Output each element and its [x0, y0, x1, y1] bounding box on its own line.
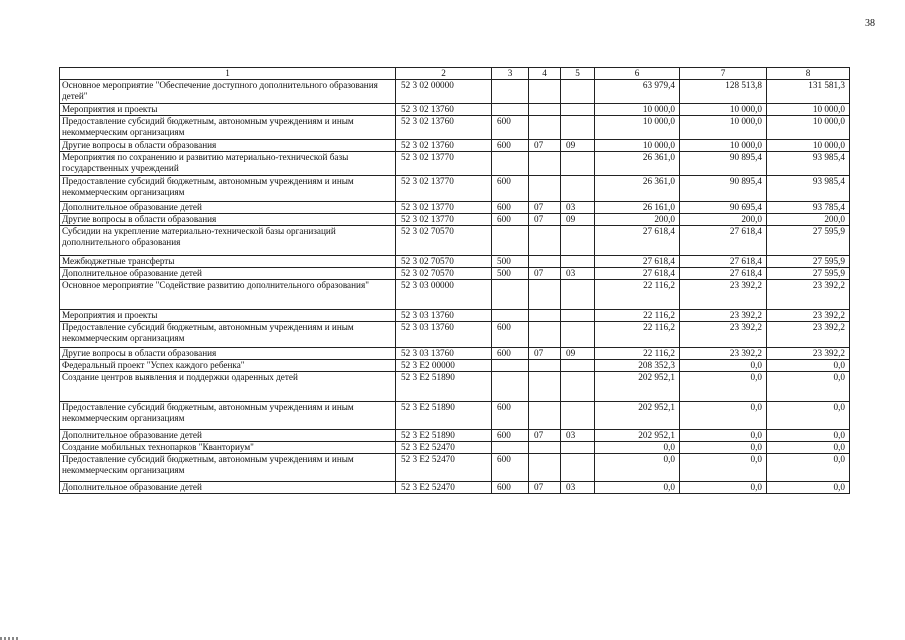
subsection-cell [561, 402, 595, 430]
amount-col7-cell: 23 392,2 [680, 280, 767, 310]
amount-col8-cell: 23 392,2 [767, 348, 850, 360]
header-cell: 8 [767, 68, 850, 80]
target-code-cell: 52 3 E2 52470 [396, 482, 492, 494]
expense-type-cell: 600 [492, 430, 529, 442]
table-row [60, 104, 850, 116]
header-cell: 6 [595, 68, 680, 80]
target-code-cell: 52 3 E2 00000 [396, 360, 492, 372]
target-code-cell: 52 3 E2 52470 [396, 454, 492, 482]
expense-type-cell [492, 280, 529, 310]
amount-col6-cell: 202 952,1 [595, 402, 680, 430]
amount-col7-cell: 0,0 [680, 454, 767, 482]
subsection-cell [561, 176, 595, 202]
expense-type-cell: 600 [492, 402, 529, 430]
amount-col7-cell: 27 618,4 [680, 268, 767, 280]
item-name-cell: Предоставление субсидий бюджетным, автономным учреждениям и иным некоммерческим организациям [60, 454, 396, 482]
amount-col8-cell: 131 581,3 [767, 80, 850, 104]
amount-col8-cell: 93 985,4 [767, 152, 850, 176]
target-code-cell: 52 3 02 70570 [396, 226, 492, 256]
subsection-cell [561, 310, 595, 322]
item-name-cell: Другие вопросы в области образования [60, 140, 396, 152]
section-cell [529, 152, 561, 176]
item-name-cell: Предоставление субсидий бюджетным, автономным учреждениям и иным некоммерческим организациям [60, 402, 396, 430]
table-row [60, 226, 850, 256]
amount-col8-cell: 27 595,9 [767, 268, 850, 280]
amount-col7-cell: 0,0 [680, 372, 767, 402]
table-row [60, 430, 850, 442]
amount-col7-cell: 90 695,4 [680, 202, 767, 214]
table-row [60, 268, 850, 280]
table-row [60, 402, 850, 430]
amount-col7-cell: 90 895,4 [680, 176, 767, 202]
expense-type-cell [492, 80, 529, 104]
subsection-cell [561, 454, 595, 482]
subsection-cell: 03 [561, 430, 595, 442]
budget-table [59, 67, 850, 494]
amount-col8-cell: 93 985,4 [767, 176, 850, 202]
amount-col8-cell: 27 595,9 [767, 256, 850, 268]
amount-col6-cell: 10 000,0 [595, 116, 680, 140]
table-row [60, 80, 850, 104]
expense-type-cell [492, 310, 529, 322]
expense-type-cell: 600 [492, 176, 529, 202]
amount-col6-cell: 27 618,4 [595, 226, 680, 256]
item-name-cell: Дополнительное образование детей [60, 268, 396, 280]
target-code-cell: 52 3 03 13760 [396, 310, 492, 322]
target-code-cell: 52 3 02 13760 [396, 116, 492, 140]
target-code-cell: 52 3 02 13760 [396, 104, 492, 116]
amount-col6-cell: 202 952,1 [595, 430, 680, 442]
table-row [60, 176, 850, 202]
section-cell [529, 442, 561, 454]
header-cell: 5 [561, 68, 595, 80]
amount-col6-cell: 27 618,4 [595, 256, 680, 268]
amount-col6-cell: 0,0 [595, 454, 680, 482]
amount-col7-cell: 0,0 [680, 430, 767, 442]
amount-col7-cell: 23 392,2 [680, 348, 767, 360]
item-name-cell: Создание центров выявления и поддержки одаренных детей [60, 372, 396, 402]
amount-col6-cell: 10 000,0 [595, 140, 680, 152]
table-row [60, 454, 850, 482]
expense-type-cell [492, 104, 529, 116]
subsection-cell: 09 [561, 140, 595, 152]
target-code-cell: 52 3 E2 52470 [396, 442, 492, 454]
subsection-cell [561, 80, 595, 104]
expense-type-cell: 600 [492, 116, 529, 140]
expense-type-cell: 500 [492, 256, 529, 268]
subsection-cell [561, 104, 595, 116]
section-cell: 07 [529, 140, 561, 152]
item-name-cell: Основное мероприятие "Содействие развитию дополнительного образования" [60, 280, 396, 310]
amount-col8-cell: 200,0 [767, 214, 850, 226]
table-row [60, 322, 850, 348]
header-cell: 2 [396, 68, 492, 80]
target-code-cell: 52 3 03 13760 [396, 322, 492, 348]
section-cell [529, 104, 561, 116]
item-name-cell: Дополнительное образование детей [60, 430, 396, 442]
header-cell: 7 [680, 68, 767, 80]
amount-col8-cell: 0,0 [767, 360, 850, 372]
table-row [60, 442, 850, 454]
table-row [60, 310, 850, 322]
amount-col7-cell: 23 392,2 [680, 310, 767, 322]
expense-type-cell [492, 442, 529, 454]
amount-col7-cell: 90 895,4 [680, 152, 767, 176]
target-code-cell: 52 3 02 13770 [396, 202, 492, 214]
subsection-cell: 03 [561, 482, 595, 494]
item-name-cell: Дополнительное образование детей [60, 202, 396, 214]
table-row [60, 256, 850, 268]
amount-col7-cell: 27 618,4 [680, 256, 767, 268]
amount-col6-cell: 208 352,3 [595, 360, 680, 372]
amount-col8-cell: 10 000,0 [767, 140, 850, 152]
section-cell [529, 372, 561, 402]
amount-col8-cell: 93 785,4 [767, 202, 850, 214]
amount-col8-cell: 10 000,0 [767, 116, 850, 140]
table-row [60, 116, 850, 140]
item-name-cell: Субсидии на укрепление материально-технической базы организаций дополнительного образования [60, 226, 396, 256]
amount-col6-cell: 200,0 [595, 214, 680, 226]
section-cell [529, 226, 561, 256]
item-name-cell: Другие вопросы в области образования [60, 214, 396, 226]
expense-type-cell: 600 [492, 214, 529, 226]
target-code-cell: 52 3 02 00000 [396, 80, 492, 104]
expense-type-cell [492, 360, 529, 372]
amount-col7-cell: 0,0 [680, 402, 767, 430]
amount-col6-cell: 0,0 [595, 442, 680, 454]
expense-type-cell: 600 [492, 482, 529, 494]
item-name-cell: Мероприятия и проекты [60, 104, 396, 116]
subsection-cell: 03 [561, 268, 595, 280]
item-name-cell: Предоставление субсидий бюджетным, автономным учреждениям и иным некоммерческим организациям [60, 322, 396, 348]
amount-col7-cell: 200,0 [680, 214, 767, 226]
subsection-cell [561, 442, 595, 454]
subsection-cell: 09 [561, 214, 595, 226]
table-row [60, 140, 850, 152]
amount-col8-cell: 0,0 [767, 482, 850, 494]
expense-type-cell: 600 [492, 202, 529, 214]
item-name-cell: Федеральный проект "Успех каждого ребенка" [60, 360, 396, 372]
target-code-cell: 52 3 E2 51890 [396, 372, 492, 402]
amount-col8-cell: 23 392,2 [767, 322, 850, 348]
amount-col7-cell: 0,0 [680, 360, 767, 372]
item-name-cell: Межбюджетные трансферты [60, 256, 396, 268]
section-cell: 07 [529, 202, 561, 214]
section-cell [529, 402, 561, 430]
section-cell [529, 256, 561, 268]
section-cell: 07 [529, 214, 561, 226]
item-name-cell: Предоставление субсидий бюджетным, автономным учреждениям и иным некоммерческим организациям [60, 176, 396, 202]
section-cell: 07 [529, 348, 561, 360]
table-row [60, 214, 850, 226]
section-cell [529, 322, 561, 348]
amount-col8-cell: 0,0 [767, 372, 850, 402]
section-cell: 07 [529, 482, 561, 494]
subsection-cell: 09 [561, 348, 595, 360]
table-row [60, 152, 850, 176]
subsection-cell [561, 372, 595, 402]
section-cell [529, 310, 561, 322]
amount-col7-cell: 23 392,2 [680, 322, 767, 348]
header-cell: 4 [529, 68, 561, 80]
expense-type-cell [492, 152, 529, 176]
section-cell [529, 280, 561, 310]
target-code-cell: 52 3 02 13770 [396, 152, 492, 176]
amount-col8-cell: 0,0 [767, 442, 850, 454]
subsection-cell [561, 116, 595, 140]
section-cell [529, 80, 561, 104]
amount-col8-cell: 23 392,2 [767, 310, 850, 322]
amount-col6-cell: 22 116,2 [595, 310, 680, 322]
table-row [60, 372, 850, 402]
amount-col8-cell: 0,0 [767, 430, 850, 442]
expense-type-cell [492, 226, 529, 256]
item-name-cell: Мероприятия и проекты [60, 310, 396, 322]
amount-col6-cell: 202 952,1 [595, 372, 680, 402]
page-number: 38 [865, 18, 875, 29]
amount-col7-cell: 10 000,0 [680, 140, 767, 152]
expense-type-cell: 600 [492, 322, 529, 348]
table-header-row [60, 68, 850, 80]
target-code-cell: 52 3 02 13770 [396, 176, 492, 202]
amount-col8-cell: 0,0 [767, 454, 850, 482]
target-code-cell: 52 3 E2 51890 [396, 402, 492, 430]
section-cell: 07 [529, 268, 561, 280]
amount-col7-cell: 27 618,4 [680, 226, 767, 256]
amount-col8-cell: 10 000,0 [767, 104, 850, 116]
expense-type-cell: 500 [492, 268, 529, 280]
expense-type-cell: 600 [492, 454, 529, 482]
target-code-cell: 52 3 E2 51890 [396, 430, 492, 442]
item-name-cell: Мероприятия по сохранению и развитию материально-технической базы государственных учреждений [60, 152, 396, 176]
section-cell [529, 454, 561, 482]
amount-col7-cell: 0,0 [680, 482, 767, 494]
amount-col6-cell: 26 361,0 [595, 152, 680, 176]
amount-col6-cell: 63 979,4 [595, 80, 680, 104]
item-name-cell: Создание мобильных технопарков "Кванториум" [60, 442, 396, 454]
target-code-cell: 52 3 02 13760 [396, 140, 492, 152]
amount-col7-cell: 10 000,0 [680, 116, 767, 140]
section-cell [529, 176, 561, 202]
amount-col6-cell: 22 116,2 [595, 322, 680, 348]
section-cell [529, 360, 561, 372]
amount-col6-cell: 26 361,0 [595, 176, 680, 202]
subsection-cell [561, 322, 595, 348]
target-code-cell: 52 3 03 00000 [396, 280, 492, 310]
table-row [60, 482, 850, 494]
item-name-cell: Предоставление субсидий бюджетным, автономным учреждениям и иным некоммерческим организациям [60, 116, 396, 140]
expense-type-cell: 600 [492, 140, 529, 152]
amount-col6-cell: 22 116,2 [595, 280, 680, 310]
amount-col8-cell: 27 595,9 [767, 226, 850, 256]
amount-col8-cell: 23 392,2 [767, 280, 850, 310]
expense-type-cell [492, 372, 529, 402]
amount-col8-cell: 0,0 [767, 402, 850, 430]
target-code-cell: 52 3 03 13760 [396, 348, 492, 360]
subsection-cell [561, 256, 595, 268]
amount-col6-cell: 0,0 [595, 482, 680, 494]
item-name-cell: Дополнительное образование детей [60, 482, 396, 494]
header-cell: 3 [492, 68, 529, 80]
section-cell [529, 116, 561, 140]
table-row [60, 348, 850, 360]
table-row [60, 280, 850, 310]
header-cell: 1 [60, 68, 396, 80]
table-row [60, 202, 850, 214]
amount-col7-cell: 10 000,0 [680, 104, 767, 116]
amount-col7-cell: 128 513,8 [680, 80, 767, 104]
subsection-cell: 03 [561, 202, 595, 214]
target-code-cell: 52 3 02 13770 [396, 214, 492, 226]
amount-col6-cell: 22 116,2 [595, 348, 680, 360]
target-code-cell: 52 3 02 70570 [396, 268, 492, 280]
subsection-cell [561, 280, 595, 310]
expense-type-cell: 600 [492, 348, 529, 360]
amount-col6-cell: 27 618,4 [595, 268, 680, 280]
item-name-cell: Основное мероприятие "Обеспечение доступного дополнительного образования детей" [60, 80, 396, 104]
amount-col6-cell: 26 161,0 [595, 202, 680, 214]
table-row [60, 360, 850, 372]
target-code-cell: 52 3 02 70570 [396, 256, 492, 268]
subsection-cell [561, 226, 595, 256]
subsection-cell [561, 152, 595, 176]
item-name-cell: Другие вопросы в области образования [60, 348, 396, 360]
amount-col7-cell: 0,0 [680, 442, 767, 454]
amount-col6-cell: 10 000,0 [595, 104, 680, 116]
subsection-cell [561, 360, 595, 372]
section-cell: 07 [529, 430, 561, 442]
